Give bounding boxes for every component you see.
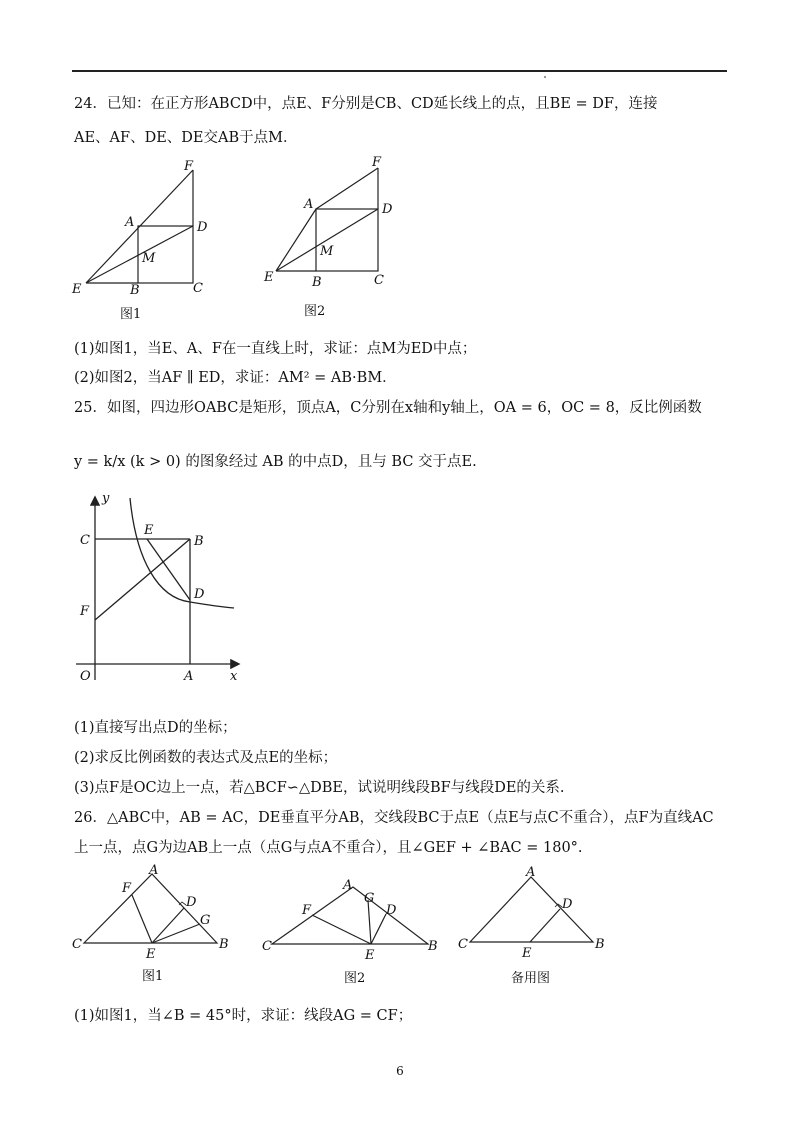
q24-stem-line1: 24．已知：在正方形ABCD中，点E、F分别是CB、CD延长线上的点，且BE = DF，连接	[74, 96, 658, 112]
q25-label-C: C	[80, 533, 90, 548]
q25-coordinate-figure	[70, 490, 260, 690]
q24-fig1-label-M: M	[142, 251, 156, 266]
q26-fig2-segment-EF	[312, 915, 371, 944]
q24-fig1-label-B: B	[130, 283, 140, 298]
q26-fig2-label-F: F	[302, 903, 312, 918]
q24-fig2-label-C: C	[374, 273, 384, 288]
q24-fig2-segment-ED	[276, 209, 378, 271]
q26-fig2-label-A: A	[343, 878, 353, 893]
q26-fig3-label-B: B	[595, 937, 605, 952]
q25-part2: (2)求反比例函数的表达式及点E的坐标；	[74, 750, 338, 766]
q25-hyperbola-curve	[130, 498, 234, 608]
q26-fig1-label-D: D	[186, 895, 197, 910]
q26-fig3-triangle-ABC	[470, 877, 593, 942]
q26-fig1-segment-EG	[152, 924, 200, 943]
q24-fig2-caption: 图2	[304, 304, 326, 319]
q26-figure-1	[66, 862, 236, 992]
q24-fig1-label-A: A	[125, 215, 135, 230]
q26-fig2-label-E: E	[365, 948, 375, 963]
q24-fig2-label-M: M	[320, 244, 334, 259]
q26-fig3-label-C: C	[458, 937, 468, 952]
q24-fig2-square	[316, 209, 378, 271]
q26-fig1-label-C: C	[72, 937, 82, 952]
q26-fig2-segment-ED	[371, 914, 386, 944]
q24-fig1-segment-ED	[86, 226, 193, 283]
q25-stem-line2: y = k/x (k > 0) 的图象经过 AB 的中点D，且与 BC 交于点E.	[74, 454, 477, 470]
q26-fig1-triangle-ABC	[84, 874, 217, 943]
q25-part3: (3)点F是OC边上一点，若△BCF∽△DBE，试说明线段BF与线段DE的关系.	[74, 780, 565, 796]
q26-part1: (1)如图1，当∠B = 45°时，求证：线段AG = CF；	[74, 1008, 413, 1024]
q26-fig1-label-A: A	[149, 863, 159, 878]
q24-fig2-label-A: A	[304, 197, 314, 212]
q25-stem-line1: 25．如图，四边形OABC是矩形，顶点A，C分别在x轴和y轴上，OA = 6，OC = 8，反比例函数	[74, 400, 702, 416]
q26-stem-line2: 上一点，点G为边AB上一点（点G与点A不重合），且∠GEF + ∠BAC = 180°.	[74, 840, 583, 856]
q24-figure-2	[256, 150, 416, 320]
q24-fig2-label-B: B	[312, 275, 322, 290]
q26-figure-2	[262, 872, 442, 992]
q24-fig2-label-D: D	[382, 202, 393, 217]
q26-fig3-label-A: A	[526, 865, 536, 880]
q26-fig1-segment-ED	[152, 908, 184, 943]
q26-fig3-caption: 备用图	[511, 971, 551, 986]
q26-fig2-label-C: C	[262, 939, 272, 954]
q24-fig2-label-E: E	[264, 270, 274, 285]
q26-fig2-segment-EG	[368, 900, 371, 944]
q24-fig1-label-D: D	[197, 220, 208, 235]
q26-fig1-label-B: B	[219, 937, 229, 952]
q25-label-O: O	[80, 669, 91, 684]
q24-fig2-segment-AF	[316, 168, 378, 209]
q26-fig3-label-D: D	[562, 897, 573, 912]
q25-label-F: F	[80, 604, 90, 619]
q24-part1: (1)如图1，当E、A、F在一直线上时，求证：点M为ED中点；	[74, 341, 477, 357]
q26-fig1-label-G: G	[200, 913, 211, 928]
q26-fig2-label-D: D	[386, 903, 397, 918]
q26-fig2-caption: 图2	[344, 971, 366, 986]
q26-fig1-caption: 图1	[142, 969, 164, 984]
q26-fig2-triangle-ABC	[272, 887, 428, 944]
q24-fig1-label-C: C	[193, 281, 203, 296]
q24-stem-line2: AE、AF、DE、DE交AB于点M．	[74, 130, 298, 146]
q24-fig1-label-E: E	[72, 282, 82, 297]
q24-fig1-caption: 图1	[120, 307, 142, 322]
q24-figure-1	[66, 156, 226, 326]
page-number: 6	[396, 1064, 404, 1078]
q25-label-E: E	[144, 523, 154, 538]
q25-label-D: D	[194, 587, 205, 602]
q25-part1: (1)直接写出点D的坐标；	[74, 720, 237, 736]
q24-fig2-segment-AE	[276, 209, 316, 271]
q25-label-x: x	[230, 669, 238, 684]
header-rule	[72, 70, 727, 72]
q26-fig2-label-B: B	[428, 939, 438, 954]
q26-figure-3	[456, 860, 616, 992]
q26-fig1-label-E: E	[146, 947, 156, 962]
q24-fig1-label-F: F	[184, 159, 194, 174]
q26-fig1-segment-EF	[132, 895, 152, 943]
q25-label-B: B	[194, 534, 204, 549]
q26-fig2-label-G: G	[364, 891, 375, 906]
q26-fig3-segment-ED	[530, 909, 560, 942]
q24-part2: (2)如图2，当AF ∥ ED，求证：AM² = AB·BM．	[74, 370, 397, 386]
header-dot	[544, 76, 546, 78]
q26-fig3-label-E: E	[522, 946, 532, 961]
q26-fig1-label-F: F	[122, 881, 132, 896]
q24-fig2-label-F: F	[372, 155, 382, 170]
q26-stem-line1: 26．△ABC中，AB = AC，DE垂直平分AB，交线段BC于点E（点E与点C不重合），点F为直线AC	[74, 810, 714, 826]
q25-label-A: A	[184, 669, 194, 684]
q25-label-y: y	[102, 491, 110, 506]
